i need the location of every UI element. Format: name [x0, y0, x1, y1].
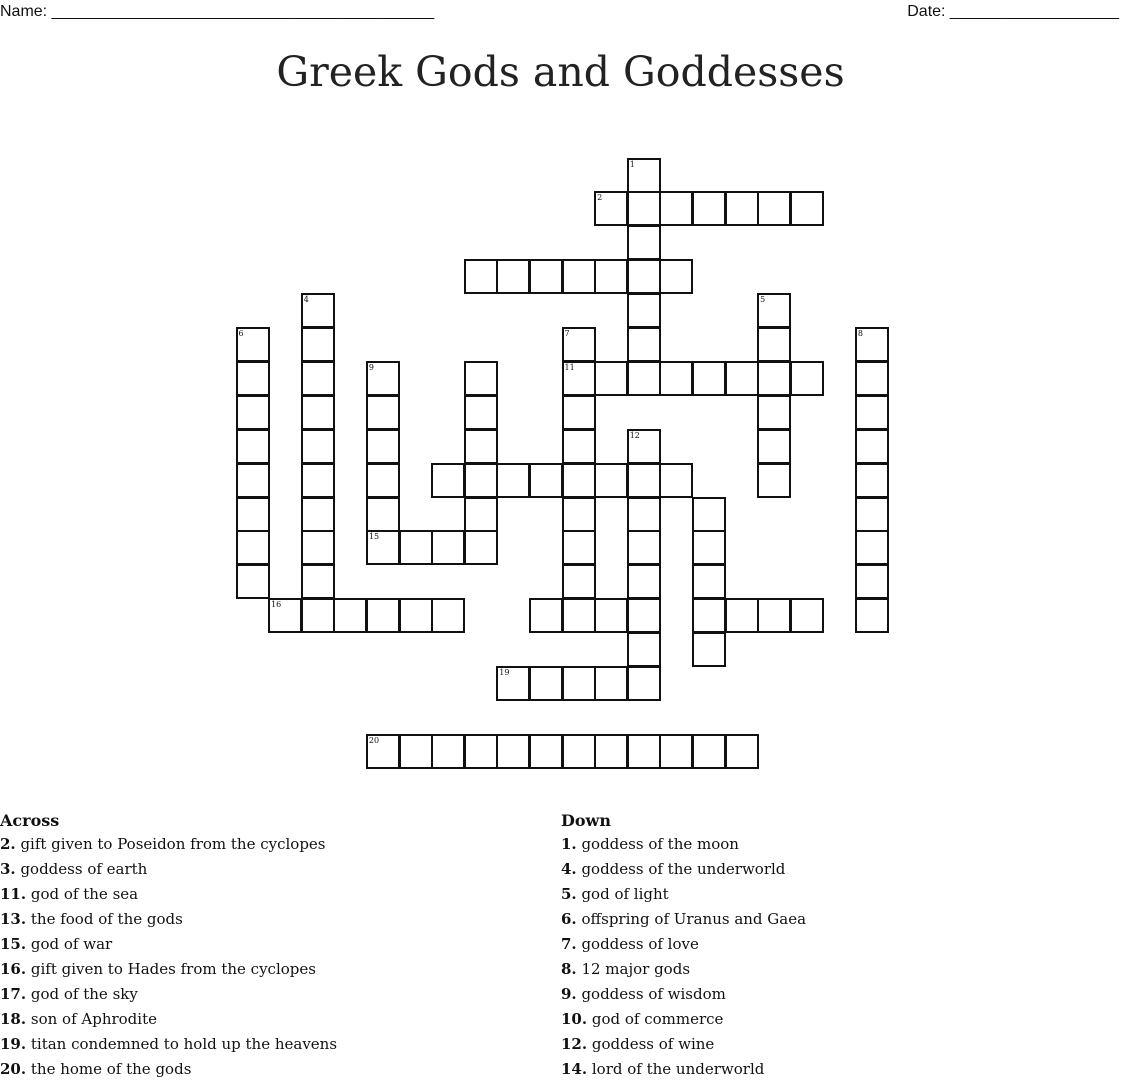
across-clue-3: 3. goddess of earth [0, 860, 148, 878]
crossword-cell[interactable] [236, 361, 270, 396]
crossword-cell[interactable] [855, 598, 889, 633]
across-clue-18: 18. son of Aphrodite [0, 1010, 157, 1028]
cell-number: 7 [564, 329, 570, 338]
crossword-cell[interactable] [301, 361, 335, 396]
cell-number: 1 [629, 159, 635, 169]
crossword-cell[interactable] [366, 361, 400, 396]
crossword-cell[interactable] [562, 429, 596, 464]
down-clue-7: 7. goddess of love [561, 935, 699, 953]
crossword-cell[interactable] [236, 429, 270, 464]
crossword-cell[interactable] [594, 463, 628, 498]
cell-number: 6 [238, 329, 244, 338]
crossword-cell[interactable] [659, 734, 693, 769]
crossword-cell[interactable] [692, 632, 726, 667]
crossword-cell[interactable] [627, 225, 661, 260]
crossword-cell[interactable] [464, 530, 498, 565]
crossword-cell[interactable] [725, 734, 759, 769]
down-clue-4: 4. goddess of the underworld [561, 860, 786, 878]
crossword-cell[interactable] [366, 395, 400, 430]
crossword-cell[interactable] [627, 734, 661, 769]
across-clue-17: 17. god of the sky [0, 985, 138, 1003]
crossword-cell[interactable] [236, 327, 270, 362]
crossword-cell[interactable] [496, 463, 530, 498]
crossword-cell[interactable] [627, 293, 661, 328]
crossword-cell[interactable] [757, 293, 791, 328]
crossword-cell[interactable] [627, 259, 661, 294]
cell-number: 2 [597, 193, 603, 203]
crossword-cell[interactable] [236, 530, 270, 565]
cell-number: 15 [368, 532, 380, 542]
crossword-cell[interactable] [627, 632, 661, 667]
crossword-cell[interactable] [725, 598, 759, 633]
crossword-cell[interactable] [855, 463, 889, 498]
across-clue-13: 13. the food of the gods [0, 910, 183, 928]
crossword-cell[interactable] [757, 598, 791, 633]
down-clue-10: 10. god of commerce [561, 1010, 724, 1028]
crossword-cell[interactable] [301, 530, 335, 565]
crossword-cell[interactable] [301, 564, 335, 599]
down-clue-6: 6. offspring of Uranus and Gaea [561, 910, 807, 928]
across-clue-11: 11. god of the sea [0, 885, 139, 903]
crossword-cell[interactable] [431, 598, 465, 633]
crossword-cell[interactable] [464, 497, 498, 532]
crossword-cell[interactable] [627, 158, 661, 193]
across-clue-2: 2. gift given to Poseidon from the cyclopes [0, 835, 326, 853]
crossword-cell[interactable] [464, 463, 498, 498]
crossword-cell[interactable] [692, 598, 726, 633]
date-field[interactable]: Date: ___________________ [907, 3, 1119, 20]
crossword-cell[interactable] [464, 395, 498, 430]
crossword-cell[interactable] [725, 361, 759, 396]
cell-number: 16 [271, 600, 282, 610]
across-clue-15: 15. god of war [0, 935, 113, 953]
crossword-cell[interactable] [562, 395, 596, 430]
across-clue-19: 19. titan condemned to hold up the heavens [0, 1035, 338, 1053]
crossword-cell[interactable] [594, 666, 628, 701]
crossword-cell[interactable] [236, 564, 270, 599]
crossword-cell[interactable] [757, 361, 791, 396]
crossword-cell[interactable] [855, 361, 889, 396]
down-heading: Down [561, 811, 611, 830]
crossword-cell[interactable] [301, 598, 335, 633]
crossword-cell[interactable] [366, 497, 400, 532]
crossword-cell[interactable] [692, 564, 726, 599]
crossword-cell[interactable] [562, 259, 596, 294]
crossword-cell[interactable] [757, 463, 791, 498]
crossword-cell[interactable] [659, 463, 693, 498]
crossword-cell[interactable] [562, 734, 596, 769]
crossword-cell[interactable] [366, 463, 400, 498]
name-field[interactable]: Name: ___________________________________________ [0, 3, 435, 20]
cell-number: 8 [857, 329, 863, 338]
crossword-cell[interactable] [301, 429, 335, 464]
crossword-cell[interactable] [431, 530, 465, 565]
crossword-cell[interactable] [366, 429, 400, 464]
crossword-cell[interactable] [627, 530, 661, 565]
crossword-cell[interactable] [855, 395, 889, 430]
crossword-cell[interactable] [301, 293, 335, 328]
crossword-cell[interactable] [692, 361, 726, 396]
crossword-cell[interactable] [594, 734, 628, 769]
crossword-cell[interactable] [236, 395, 270, 430]
cell-number: 9 [368, 362, 374, 372]
crossword-cell[interactable] [855, 564, 889, 599]
down-clue-5: 5. god of light [561, 885, 669, 903]
crossword-cell[interactable] [627, 564, 661, 599]
crossword-cell[interactable] [757, 327, 791, 362]
crossword-cell[interactable] [692, 497, 726, 532]
crossword-cell[interactable] [659, 361, 693, 396]
crossword-cell[interactable] [725, 191, 759, 226]
crossword-cell[interactable] [790, 598, 824, 633]
crossword-cell[interactable] [562, 463, 596, 498]
crossword-cell[interactable] [366, 734, 400, 769]
crossword-cell[interactable] [627, 598, 661, 633]
crossword-cell[interactable] [464, 361, 498, 396]
crossword-cell[interactable] [627, 497, 661, 532]
down-clue-1: 1. goddess of the moon [561, 835, 739, 853]
crossword-cell[interactable] [562, 564, 596, 599]
crossword-cell[interactable] [692, 734, 726, 769]
crossword-cell[interactable] [562, 327, 596, 362]
crossword-cell[interactable] [464, 259, 498, 294]
crossword-cell[interactable] [431, 734, 465, 769]
down-clues [561, 810, 1101, 1082]
crossword-cell[interactable] [594, 259, 628, 294]
crossword-cell[interactable] [562, 666, 596, 701]
crossword-cell[interactable] [790, 191, 824, 226]
crossword-cell[interactable] [496, 259, 530, 294]
across-clues [0, 810, 540, 1082]
crossword-cell[interactable] [496, 734, 530, 769]
crossword-cell[interactable] [529, 666, 563, 701]
cell-number: 5 [760, 295, 766, 305]
crossword-cell[interactable] [496, 666, 530, 701]
crossword-cell[interactable] [855, 497, 889, 532]
crossword-cell[interactable] [659, 259, 693, 294]
crossword-cell[interactable] [692, 530, 726, 565]
crossword-cell[interactable] [855, 429, 889, 464]
crossword-cell[interactable] [301, 327, 335, 362]
cell-number: 20 [368, 735, 380, 745]
crossword-cell[interactable] [562, 598, 596, 633]
crossword-cell[interactable] [236, 497, 270, 532]
cell-number: 11 [564, 362, 575, 372]
down-clue-9: 9. goddess of wisdom [561, 985, 726, 1003]
crossword-cell[interactable] [594, 598, 628, 633]
crossword-cell[interactable] [855, 530, 889, 565]
crossword-cell[interactable] [301, 395, 335, 430]
crossword-cell[interactable] [855, 327, 889, 362]
crossword-cell[interactable] [627, 191, 661, 226]
down-clue-14: 14. lord of the underworld [561, 1060, 765, 1078]
crossword-cell[interactable] [627, 666, 661, 701]
crossword-cell[interactable] [399, 530, 433, 565]
cell-number: 19 [499, 668, 510, 677]
crossword-cell[interactable] [659, 191, 693, 226]
crossword-cell[interactable] [399, 734, 433, 769]
crossword-cell[interactable] [757, 429, 791, 464]
crossword-cell[interactable] [431, 463, 465, 498]
crossword-cell[interactable] [757, 191, 791, 226]
crossword-cell[interactable] [464, 734, 498, 769]
crossword-cell[interactable] [366, 530, 400, 565]
crossword-cell[interactable] [399, 598, 433, 633]
crossword-cell[interactable] [627, 429, 661, 464]
crossword-cell[interactable] [529, 259, 563, 294]
across-heading: Across [0, 811, 60, 830]
puzzle-title: Greek Gods and Goddesses [276, 48, 845, 96]
crossword-cell[interactable] [529, 463, 563, 498]
crossword-cell[interactable] [562, 361, 596, 396]
crossword-cell[interactable] [236, 463, 270, 498]
across-clue-16: 16. gift given to Hades from the cyclopes [0, 960, 316, 978]
across-clue-20: 20. the home of the gods [0, 1060, 192, 1078]
crossword-cell[interactable] [594, 361, 628, 396]
down-clue-8: 8. 12 major gods [561, 960, 691, 978]
crossword-cell[interactable] [627, 327, 661, 362]
cell-number: 12 [629, 430, 640, 440]
cell-number: 4 [303, 295, 309, 305]
crossword-cell[interactable] [333, 598, 367, 633]
crossword-cell[interactable] [757, 395, 791, 430]
crossword-cell[interactable] [366, 598, 400, 633]
crossword-cell[interactable] [627, 463, 661, 498]
crossword-cell[interactable] [301, 463, 335, 498]
crossword-cell[interactable] [562, 497, 596, 532]
crossword-cell[interactable] [529, 598, 563, 633]
crossword-cell[interactable] [301, 497, 335, 532]
crossword-cell[interactable] [529, 734, 563, 769]
crossword-cell[interactable] [692, 191, 726, 226]
crossword-cell[interactable] [790, 361, 824, 396]
crossword-cell[interactable] [594, 191, 628, 226]
crossword-cell[interactable] [268, 598, 302, 633]
crossword-cell[interactable] [562, 530, 596, 565]
crossword-cell[interactable] [464, 429, 498, 464]
crossword-cell[interactable] [627, 361, 661, 396]
down-clue-12: 12. goddess of wine [561, 1035, 715, 1053]
